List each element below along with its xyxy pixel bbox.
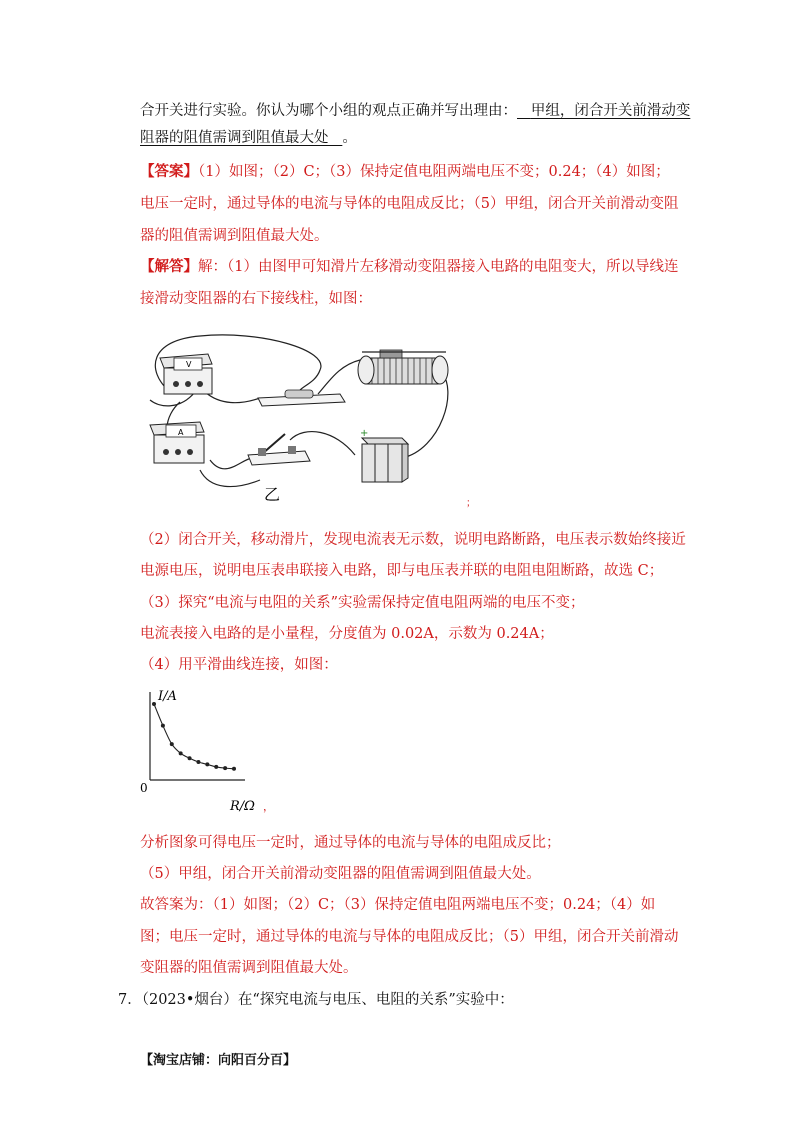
answer-blank-cont: 阻器的阻值需调到阻值最大处 (140, 130, 329, 146)
final-line-2: 图；电压一定时，通过导体的电流与导体的电阻成反比；（5）甲组，闭合开关前滑动 (140, 929, 679, 945)
ammeter (150, 422, 204, 463)
data-point (170, 742, 174, 746)
part2-line-1: （2）闭合开关，移动滑片，发现电流表无示数，说明电路断路，电压表示数始终接近 (140, 532, 686, 548)
solution-line-2: 接滑动变阻器的右下接线柱，如图： (140, 291, 372, 307)
answer-tag: 【答案】 (140, 163, 198, 180)
answer-blank: 甲组，闭合开关前滑动变 (530, 103, 691, 119)
voltmeter (160, 354, 212, 394)
fit-curve (154, 704, 234, 769)
solution-line-1: 【解答】解：（1）由图甲可知滑片左移滑动变阻器接入电路的电阻变大，所以导线连 (140, 258, 679, 275)
text-line-1: 合开关进行实验。你认为哪个小组的观点正确并写出理由： 甲组，闭合开关前滑动变 (140, 103, 691, 119)
circuit-trailing-mark: ； (466, 498, 476, 509)
data-point (152, 702, 156, 706)
part4-line-1: （4）用平滑曲线连接，如图： (140, 657, 338, 673)
analysis-line: 分析图象可得电压一定时，通过导体的电流与导体的电阻成反比； (140, 835, 561, 851)
x-axis-label: R/Ω (230, 799, 255, 814)
final-line-3: 变阻器的阻值需调到阻值最大处。 (140, 960, 358, 976)
data-point (179, 751, 183, 755)
part5-line: （5）甲组，闭合开关前滑动变阻器的阻值需调到阻值最大处。 (140, 866, 541, 882)
answer-line-1: 【答案】（1）如图；（2）C；（3）保持定值电阻两端电压不变；0.24；（4）如图； (140, 163, 670, 180)
voltmeter-label: V (186, 360, 192, 369)
part3-line-1: （3）探究“电流与电阻的关系”实验需保持定值电阻两端的电压不变； (140, 595, 585, 611)
battery (360, 428, 408, 482)
data-point (196, 760, 200, 764)
part2-line-2: 电源电压，说明电压表串联接入电路，即与电压表并联的电阻电阻断路，故选 C； (140, 563, 664, 579)
part3-line-2: 电流表接入电路的是小量程，分度值为 0.02A，示数为 0.24A； (140, 626, 554, 642)
question-7: 7．（2023•烟台）在“探究电流与电压、电阻的关系”实验中： (118, 992, 514, 1008)
data-point (161, 724, 165, 728)
resistor (258, 390, 345, 406)
data-point (188, 756, 192, 760)
ammeter-label: A (178, 428, 184, 437)
solution-tag: 【解答】 (140, 258, 198, 275)
data-point (214, 765, 218, 769)
graph-trailing-mark: ， (263, 800, 274, 813)
answer-line-3: 器的阻值需调到阻值最大处。 (140, 228, 329, 244)
circuit-diagram (140, 330, 485, 510)
text-line-2: 阻器的阻值需调到阻值最大处 。 (140, 130, 357, 146)
data-point (223, 766, 227, 770)
final-line-1: 故答案为：（1）如图；（2）C；（3）保持定值电阻两端电压不变；0.24；（4）如 (140, 897, 656, 913)
data-point (232, 767, 236, 771)
answer-line-2: 电压一定时，通过导体的电流与导体的电阻成反比；（5）甲组，闭合开关前滑动变阻 (140, 196, 679, 212)
switch (248, 434, 310, 465)
footer-shop: 【淘宝店铺：向阳百分百】 (140, 1053, 297, 1068)
figure-label: 乙 (264, 485, 281, 504)
y-axis-label: I/A (158, 689, 177, 704)
ir-graph (130, 680, 280, 815)
data-point (205, 762, 209, 766)
rheostat (358, 350, 448, 384)
plus-sign: + (360, 428, 369, 439)
origin-label: 0 (140, 781, 148, 795)
